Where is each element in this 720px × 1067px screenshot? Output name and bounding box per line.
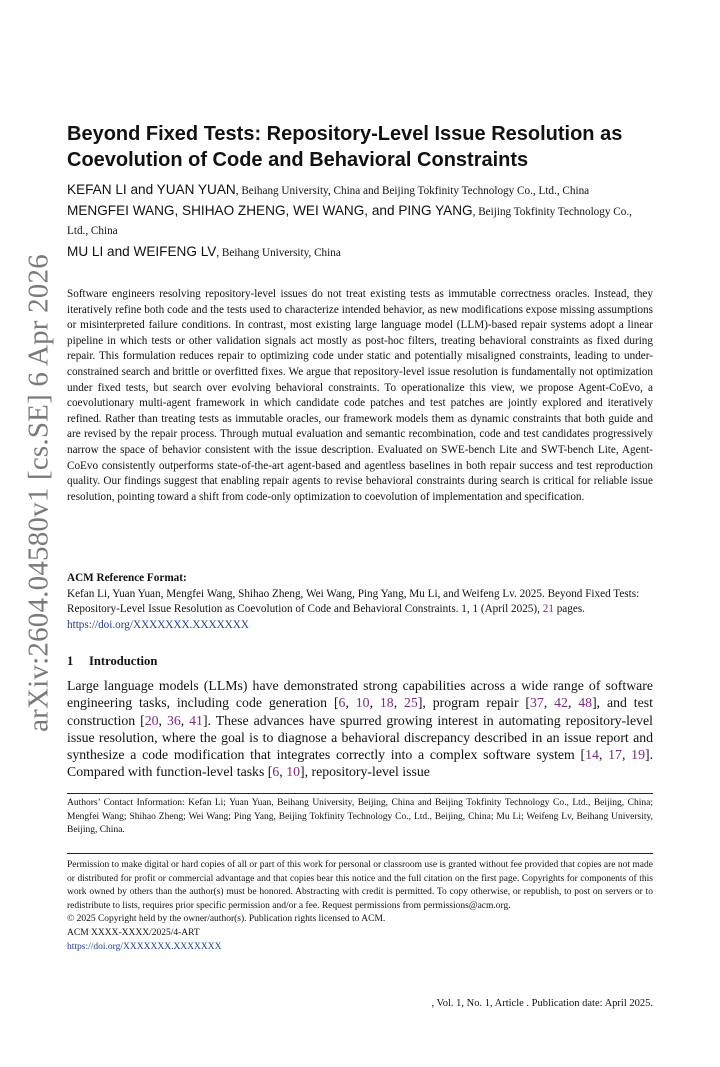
- pages-link[interactable]: 21: [542, 603, 554, 616]
- abstract: Software engineers resolving repository-level issues do not treat existing tests as immutable correctness oracles. Instead, they iteratively refine both code and the tests used to characterize intended behavior, as new modifications expose missing assumptions or misinterpreted failure conditions. In contrast, most existing large language model (LLM)-based repair systems adopt a linear pipeline in which tests or other validation signals act mostly as post-hoc filters, treating behavioral constraints as fixed during repair. This formulation reduces repair to optimizing code under static and potentially misaligned constraints, leading to under-constrained search and brittle or overfitted fixes. We argue that repository-level issue resolution is fundamentally not optimization under fixed tests, but search over evolving behavioral constraints. To operationalize this view, we propose Agent-CoEvo, a coevolutionary multi-agent framework in which candidate code patches and test patches are jointly explored and iteratively refined. Rather than treating tests as immutable oracles, our framework models them as dynamic constraints that both guide and are revised by the repair process. Through mutual evaluation and semantic recombination, code and test candidates progressively narrow the space of behavior consistent with the issue description. Evaluated on SWE-bench Lite and SWT-bench Lite, Agent-CoEvo consistently outperforms state-of-the-art agent-based and agentless baselines in both repair success and test reproduction quality. Our findings suggest that enabling repair agents to revise behavioral constraints during search is critical for reliable issue resolution, pointing toward a shift from code-only optimization to coevolution of implementation and specification.: [67, 288, 653, 503]
- citation-link[interactable]: 25: [404, 695, 418, 711]
- permission-text: Permission to make digital or hard copies of all or part of this work for personal or classroom use is granted without fee provided that copies are not made or distributed for profit or commercial advantage and that copies bear this notice and the full citation on the first page. Copyrights for components of this work owned by others than the author(s) must be honored. Abstracting with credit is permitted. To copy otherwise, or republish, to post on servers or to redistribute to lists, requires prior specific permission and/or a fee. Request permissions from permissions@acm.org.: [67, 860, 653, 911]
- author-names: MENGFEI WANG, SHIHAO ZHENG, WEI WANG, and PING YANG: [67, 203, 473, 219]
- citation-sep: ,: [345, 695, 356, 711]
- citation-sep: ,: [369, 695, 380, 711]
- citation-link[interactable]: 42: [554, 695, 568, 711]
- citation-link[interactable]: 19: [631, 747, 645, 763]
- citation-link[interactable]: 20: [144, 712, 159, 728]
- intro-text: ], and test construction [: [67, 695, 653, 728]
- permission-divider: [67, 853, 653, 854]
- copyright-line: © 2025 Copyright held by the owner/author(s). Publication rights licensed to ACM.: [67, 914, 386, 925]
- page-footer: , Vol. 1, No. 1, Article . Publication date: April 2025.: [431, 998, 653, 1009]
- author-affiliation: , Beihang University, China: [216, 246, 341, 259]
- permission-block: [67, 859, 653, 954]
- intro-text: ]. Compared with function-level tasks [: [67, 747, 654, 780]
- author-names: MU LI and WEIFENG LV: [67, 243, 217, 259]
- citation-link[interactable]: 41: [189, 712, 203, 728]
- acm-reference-body: Kefan Li, Yuan Yuan, Mengfei Wang, Shihao Zheng, Wei Wang, Ping Yang, Mu Li, and Weifeng Lv. 2025. Beyond Fixed Tests: Repository-Level Issue Resolution as Coevolution of Code and Behavioral Constraints. 1, 1 (April 2025),: [67, 587, 640, 616]
- acm-reference-text: [67, 587, 653, 634]
- contact-footnote: Authors’ Contact Information: Kefan Li; Yuan Yuan, Beihang University, Beijing, China and Beijing Tokfinity Technology Co., Ltd., Beijing, China; Mengfei Wang; Shihao Zheng; Wei Wang; Ping Yang, Beijing Tokfinity Technology Co., Ltd., Beijing, China; Mu Li; Weifeng Lv, Beihang University, Beijing, China.: [67, 798, 653, 836]
- citation-link[interactable]: 6: [338, 695, 346, 711]
- section-heading: [67, 654, 653, 669]
- citation-sep: ,: [279, 764, 287, 780]
- section-number: 1: [67, 654, 74, 668]
- citation-link[interactable]: 37: [530, 695, 544, 711]
- citation-sep: ,: [567, 695, 579, 711]
- citation-link[interactable]: 10: [355, 695, 370, 711]
- acm-reference: [67, 571, 653, 633]
- citation-sep: ,: [543, 695, 555, 711]
- citation-sep: ,: [180, 712, 190, 728]
- citation-link[interactable]: 6: [272, 764, 280, 780]
- author-group: [67, 242, 653, 263]
- doi-link[interactable]: https://doi.org/XXXXXXX.XXXXXXX: [67, 618, 249, 631]
- citation-link[interactable]: 18: [379, 695, 394, 711]
- footnote-divider: [67, 793, 653, 794]
- section-title: Introduction: [89, 654, 158, 668]
- citation-sep: ,: [393, 695, 405, 711]
- intro-text: ]. These advances have spurred growing interest in automating repository-level issue resolution, where the goal is to diagnose a behavioral discrepancy described in an issue report and synthesize a code modification that integrates correctly into a complex software system [: [67, 712, 653, 763]
- citation-sep: ,: [598, 747, 609, 763]
- pages-word: pages.: [553, 603, 585, 616]
- acm-reference-heading: ACM Reference Format:: [67, 572, 187, 584]
- author-group: [67, 201, 653, 241]
- intro-text: Large language models (LLMs) have demonstrated strong capabilities across a wide range of software engineering tasks, including code generation [: [67, 678, 653, 711]
- citation-sep: ,: [621, 747, 632, 763]
- citation-link[interactable]: 14: [585, 747, 599, 763]
- arxiv-stamp: [14, 253, 64, 732]
- citation-link[interactable]: 10: [286, 764, 300, 780]
- paper-title: Beyond Fixed Tests: Repository-Level Issue Resolution as Coevolution of Code and Behavioral Constraints: [67, 123, 623, 171]
- citation-link[interactable]: 36: [166, 712, 181, 728]
- acm-id-line: ACM XXXX-XXXX/2025/4-ART: [67, 927, 200, 938]
- author-affiliation: , Beihang University, China and Beijing Tokfinity Technology Co., Ltd., China: [235, 185, 590, 197]
- author-block: [67, 180, 653, 263]
- author-group: [67, 180, 653, 201]
- author-names: KEFAN LI and YUAN YUAN: [67, 182, 236, 197]
- citation-sep: ,: [158, 712, 167, 728]
- arxiv-stamp-text: arXiv:2604.04580v1 [cs.SE] 6 Apr 2026: [22, 253, 55, 732]
- footnote-doi-link[interactable]: https://doi.org/XXXXXXX.XXXXXXX: [67, 941, 222, 952]
- intro-paragraph: [67, 677, 653, 781]
- author-affiliation: , Beijing Tokfinity Technology Co., Ltd., China: [67, 206, 632, 238]
- intro-text: ], repository-level issue: [299, 764, 430, 780]
- citation-link[interactable]: 17: [608, 747, 622, 763]
- intro-text: ], program repair [: [417, 695, 531, 711]
- citation-link[interactable]: 48: [578, 695, 593, 711]
